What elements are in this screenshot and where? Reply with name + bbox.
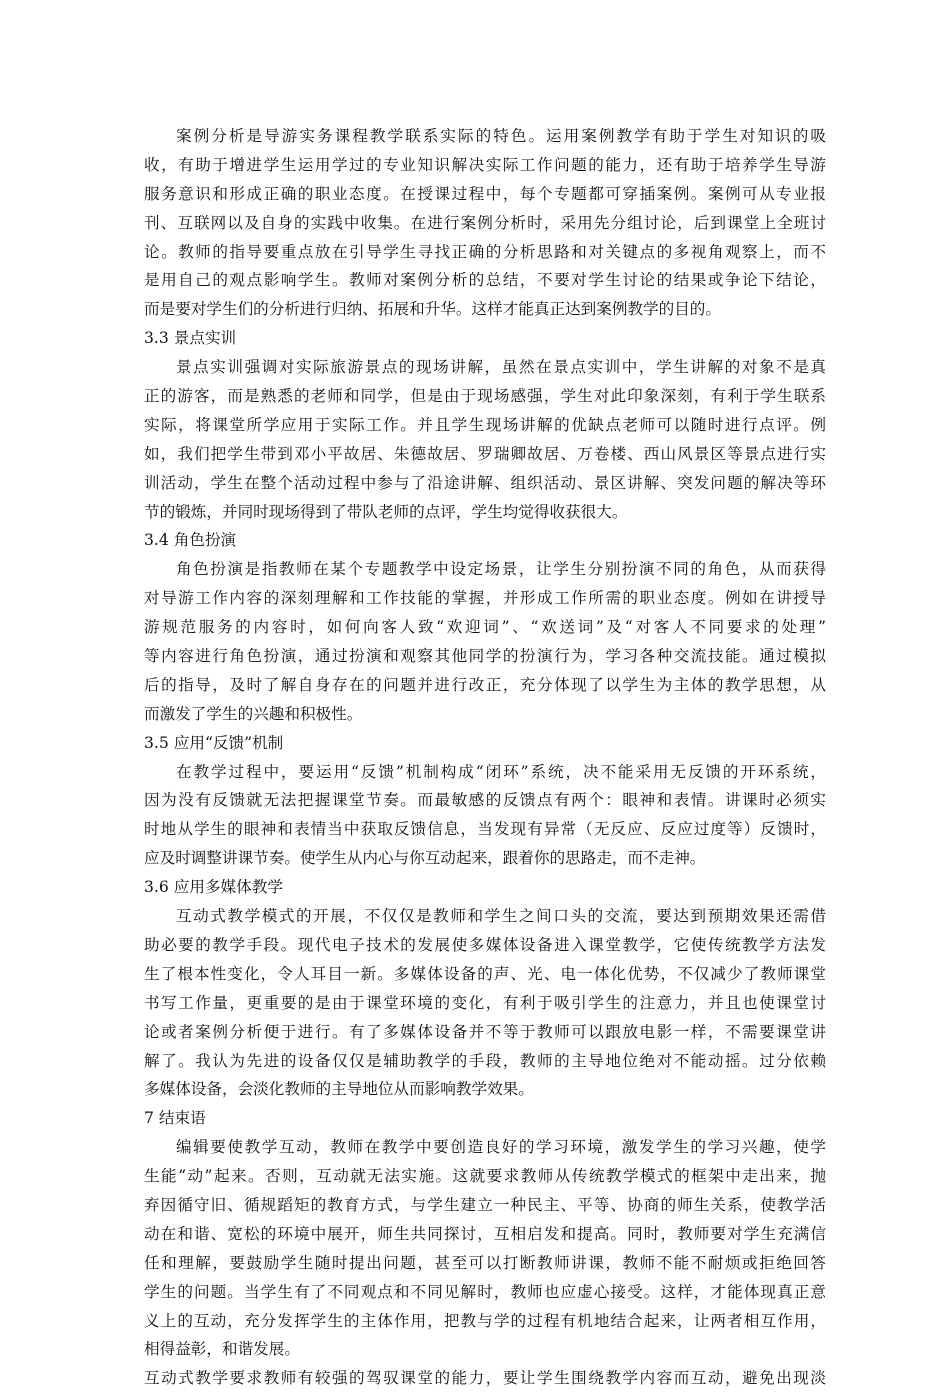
- paragraph: [144, 122, 826, 324]
- text-line: 而激发了学生的兴趣和积极性。: [144, 704, 363, 723]
- text-line: 节的锻炼，并同时现场得到了带队老师的点评，学生均觉得收获很大。: [144, 502, 628, 521]
- text-line: 多媒体设备，会淡化教师的主导地位从而影响教学效果。: [144, 1080, 534, 1099]
- text-line: 论或者案例分析便于进行。有了多媒体设备并不等于教师可以跟放电影一样，不需要课堂讲: [144, 1022, 826, 1041]
- paragraph: [144, 1364, 826, 1393]
- text-line: 刊、互联网以及自身的实践中收集。在进行案例分析时，采用先分组讨论，后到课堂上全班讨: [144, 213, 826, 232]
- text-line: 义上的互动，充分发挥学生的主体作用，把教与学的过程有机地结合起来，让两者相互作用，: [144, 1311, 826, 1330]
- text-line: 实际，将课堂所学应用于实际工作。并且学生现场讲解的优缺点老师可以随时进行点评。例: [144, 415, 826, 434]
- paragraph: [144, 353, 826, 526]
- text-line: 应及时调整讲课节奏。使学生从内心与你互动起来，跟着你的思路走，而不走神。: [144, 849, 706, 868]
- text-line: 角色扮演是指教师在某个专题教学中设定场景，让学生分别扮演不同的角色，从而获得: [176, 560, 826, 579]
- text-line: 助必要的教学手段。现代电子技术的发展使多媒体设备进入课堂教学，它使传统教学方法发: [144, 935, 826, 954]
- paragraph: [144, 758, 826, 874]
- text-line: 景点实训强调对实际旅游景点的现场讲解，虽然在景点实训中，学生讲解的对象不是真: [176, 358, 826, 377]
- text-line: 论。教师的指导要重点放在引导学生寻找正确的分析思路和对关键点的多视角观察上，而不: [144, 242, 826, 261]
- section-heading: 3.4 角色扮演: [144, 531, 237, 550]
- section-heading: 3.6 应用多媒体教学: [144, 878, 283, 897]
- document-body: [144, 122, 826, 1393]
- text-line: 收，有助于增进学生运用学过的专业知识解决实际工作问题的能力，还有助于培养学生导游: [144, 155, 826, 174]
- text-line: 而是要对学生们的分析进行归纳、拓展和升华。这样才能真正达到案例教学的目的。: [144, 300, 721, 319]
- text-line: 书写工作量，更重要的是由于课堂环境的变化，有利于吸引学生的注意力，并且也使课堂讨: [144, 993, 826, 1012]
- paragraph: [144, 1133, 826, 1364]
- text-line: 解了。我认为先进的设备仅仅是辅助教学的手段，教师的主导地位绝对不能动摇。过分依赖: [144, 1051, 826, 1070]
- paragraph: [144, 555, 826, 728]
- text-line: 生了根本性变化，令人耳目一新。多媒体设备的声、光、电一体化优势，不仅减少了教师课堂: [144, 964, 826, 983]
- text-line: 互动式教学要求教师有较强的驾驭课堂的能力，要让学生围绕教学内容而互动，避免出现淡: [144, 1369, 826, 1388]
- text-line: 在教学过程中，要运用“反馈”机制构成“闭环”系统，决不能采用无反馈的开环系统，: [176, 762, 826, 781]
- section-heading: 3.3 景点实训: [144, 329, 237, 348]
- text-line: 编辑要使教学互动，教师在教学中要创造良好的学习环境，激发学生的学习兴趣，使学: [176, 1138, 826, 1157]
- text-line: 后的指导，及时了解自身存在的问题并进行改正，充分体现了以学生为主体的教学思想，从: [144, 675, 826, 694]
- text-line: 学生的问题。当学生有了不同观点和不同见解时，教师也应虚心接受。这样，才能体现真正意: [144, 1282, 826, 1301]
- section-heading: 7 结束语: [144, 1109, 206, 1128]
- text-line: 服务意识和形成正确的职业态度。在授课过程中，每个专题都可穿插案例。案例可从专业报: [144, 184, 826, 203]
- section-heading: 3.5 应用“反馈”机制: [144, 733, 284, 752]
- paragraph: [144, 902, 826, 1104]
- text-line: 因为没有反馈就无法把握课堂节奏。而最敏感的反馈点有两个：眼神和表情。讲课时必须实: [144, 791, 826, 810]
- text-line: 时地从学生的眼神和表情当中获取反馈信息，当发现有异常（无反应、反应过度等）反馈时，: [144, 820, 826, 839]
- text-line: 生能“动”起来。否则，互动就无法实施。这就要求教师从传统教学模式的框架中走出来，抛: [144, 1167, 826, 1186]
- text-line: 弃因循守旧、循规蹈矩的教育方式，与学生建立一种民主、平等、协商的师生关系，使教学活: [144, 1195, 826, 1214]
- text-line: 等内容进行角色扮演，通过扮演和观察其他同学的扮演行为，学习各种交流技能。通过模拟: [144, 647, 826, 666]
- text-line: 对导游工作内容的深刻理解和工作技能的掌握，并形成工作所需的职业态度。例如在讲授导: [144, 589, 826, 608]
- text-line: 互动式教学模式的开展，不仅仅是教师和学生之间口头的交流，要达到预期效果还需借: [176, 907, 826, 926]
- text-line: 任和理解，要鼓励学生随时提出问题，甚至可以打断教师讲课，教师不能不耐烦或拒绝回答: [144, 1253, 826, 1272]
- text-line: 训活动，学生在整个活动过程中参与了沿途讲解、组织活动、景区讲解、突发问题的解决等环: [144, 473, 826, 492]
- text-line: 案例分析是导游实务课程教学联系实际的特色。运用案例教学有助于学生对知识的吸: [176, 127, 826, 145]
- text-line: 正的游客，而是熟悉的老师和同学，但是由于现场感强，学生对此印象深刻，有利于学生联系: [144, 387, 826, 406]
- text-line: 相得益彰，和谐发展。: [144, 1340, 300, 1359]
- text-line: 是用自己的观点影响学生。教师对案例分析的总结，不要对学生讨论的结果或争论下结论，: [144, 271, 826, 290]
- text-line: 游规范服务的内容时，如何向客人致“欢迎词”、“欢送词”及“对客人不同要求的处理”: [144, 618, 826, 637]
- text-line: 动在和谐、宽松的环境中展开，师生共同探讨，互相启发和提高。同时，教师要对学生充满信: [144, 1224, 826, 1243]
- text-line: 如，我们把学生带到邓小平故居、朱德故居、罗瑞卿故居、万卷楼、西山风景区等景点进行实: [144, 444, 826, 463]
